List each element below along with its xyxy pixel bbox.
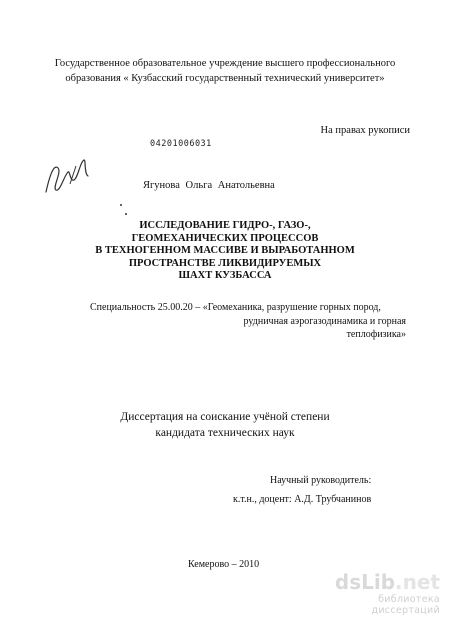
institution-line-1: Государственное образовательное учреждение высшего профессионального bbox=[54, 58, 396, 69]
title-line-1: ИССЛЕДОВАНИЕ ГИДРО-, ГАЗО-, bbox=[139, 220, 311, 231]
catalog-code: 04201006031 bbox=[150, 139, 212, 149]
dissertation-title bbox=[0, 220, 450, 283]
signature-icon bbox=[40, 154, 104, 200]
scan-speck bbox=[120, 204, 122, 206]
supervisor-name: к.т.н., доцент: А.Д. Трубчанинов bbox=[233, 494, 372, 505]
city-year: Кемерово – 2010 bbox=[188, 559, 260, 570]
title-line-2: ГЕОМЕХАНИЧЕСКИХ ПРОЦЕССОВ bbox=[131, 232, 319, 244]
rights-notice: На правах рукописи bbox=[320, 125, 410, 136]
degree-line-1: Диссертация на соискание учёной степени bbox=[120, 411, 330, 423]
watermark-logo bbox=[308, 570, 440, 594]
specialty-line-1: Специальность 25.00.20 – «Геомеханика, разрушение горных пород, bbox=[90, 302, 381, 313]
degree-line-2: кандидата технических наук bbox=[155, 427, 295, 439]
scan-speck bbox=[125, 213, 127, 215]
institution-line-2: образования « Кузбасский государственный технический университет» bbox=[65, 73, 385, 84]
degree-statement bbox=[0, 409, 450, 441]
title-line-4: ПРОСТРАНСТВЕ ЛИКВИДИРУЕМЫХ bbox=[128, 257, 322, 269]
institution-header bbox=[0, 56, 450, 86]
watermark-logo-main: dsLib bbox=[334, 570, 396, 594]
author-name: Ягунова Ольга Анатольевна bbox=[143, 180, 275, 191]
watermark-logo-suffix: .net bbox=[395, 570, 440, 594]
watermark-subtitle: библиотека диссертаций bbox=[371, 594, 440, 616]
title-line-3: В ТЕХНОГЕННОМ МАССИВЕ И ВЫРАБОТАННОМ bbox=[95, 245, 355, 256]
specialty-line-3: теплофизика» bbox=[346, 329, 406, 340]
title-line-5: ШАХТ КУЗБАССА bbox=[178, 270, 272, 281]
watermark[interactable] bbox=[308, 570, 440, 614]
specialty-line-2: рудничная аэрогазодинамика и горная bbox=[243, 315, 406, 327]
specialty-block bbox=[90, 301, 410, 342]
supervisor-label: Научный руководитель: bbox=[270, 475, 372, 486]
